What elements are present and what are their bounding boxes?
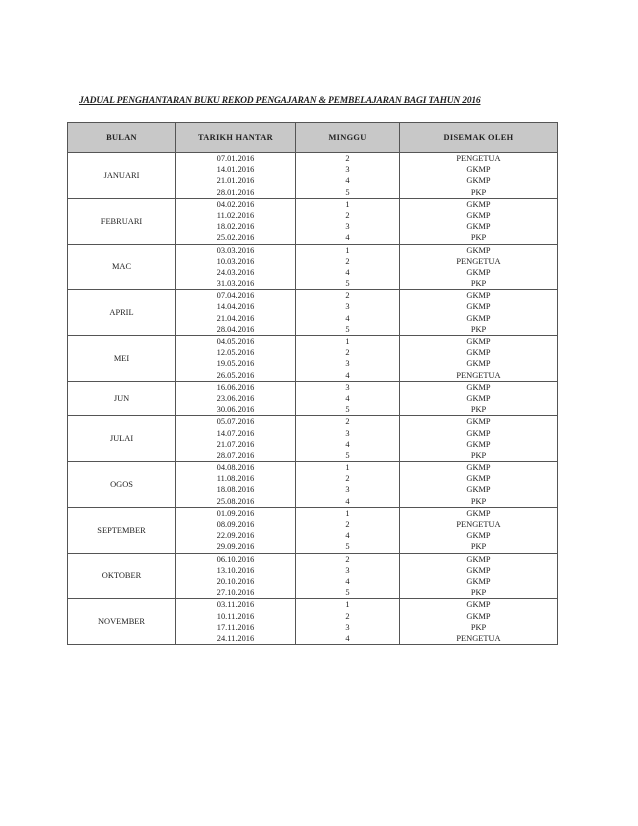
week-number: 5	[345, 405, 350, 415]
submission-date: 04.02.2016	[216, 199, 255, 209]
checked-by-cell	[400, 290, 558, 336]
checked-by: GKMP	[466, 348, 491, 358]
week-number: 4	[345, 633, 350, 643]
submission-date-cell	[176, 381, 296, 416]
submission-date: 03.11.2016	[216, 600, 255, 610]
submission-date: 06.10.2016	[216, 554, 255, 564]
month-name: SEPTEMBER	[68, 507, 176, 553]
checked-by-cell	[400, 462, 558, 508]
week-number: 2	[345, 256, 350, 266]
submission-date: 11.02.2016	[216, 210, 255, 220]
month-name: MAC	[68, 244, 176, 290]
submission-date: 10.03.2016	[216, 256, 255, 266]
checked-by: PKP	[470, 405, 487, 415]
submission-date: 25.08.2016	[216, 496, 255, 506]
month-row	[68, 416, 558, 462]
submission-date: 21.04.2016	[216, 313, 255, 323]
submission-date: 14.07.2016	[216, 428, 255, 438]
checked-by: GKMP	[466, 576, 491, 586]
checked-by: GKMP	[466, 210, 491, 220]
checked-by: GKMP	[466, 176, 491, 186]
week-number: 2	[345, 611, 350, 621]
week-number-cell	[296, 290, 400, 336]
week-number-cell	[296, 599, 400, 645]
checked-by: GKMP	[466, 267, 491, 277]
week-number: 2	[345, 520, 350, 529]
week-number: 3	[345, 485, 350, 495]
month-row	[68, 198, 558, 244]
submission-date: 21.07.2016	[216, 439, 255, 449]
checked-by: GKMP	[466, 439, 491, 449]
month-name: JANUARI	[68, 153, 176, 199]
submission-date: 14.04.2016	[216, 302, 255, 312]
checked-by: PENGETUA	[456, 256, 501, 266]
week-number-cell	[296, 553, 400, 599]
checked-by: GKMP	[466, 611, 491, 621]
checked-by: GKMP	[466, 199, 491, 209]
submission-date: 28.07.2016	[216, 450, 255, 460]
checked-by-cell	[400, 198, 558, 244]
month-row	[68, 462, 558, 508]
submission-date: 13.10.2016	[216, 565, 255, 575]
checked-by-cell	[400, 599, 558, 645]
week-number-cell	[296, 336, 400, 382]
week-number: 2	[345, 554, 350, 564]
submission-date: 21.01.2016	[216, 176, 255, 186]
schedule-table	[67, 122, 558, 645]
submission-date: 11.08.2016	[216, 474, 255, 484]
week-number-cell	[296, 244, 400, 290]
checked-by: PKP	[470, 496, 487, 506]
checked-by: PKP	[470, 233, 487, 243]
submission-date: 01.09.2016	[216, 508, 255, 518]
checked-by: GKMP	[466, 222, 491, 232]
submission-date: 27.10.2016	[216, 588, 255, 598]
submission-date: 30.06.2016	[216, 405, 255, 415]
week-number-cell	[296, 462, 400, 508]
checked-by: GKMP	[466, 393, 491, 403]
week-number: 2	[345, 417, 350, 427]
week-number: 3	[345, 302, 350, 312]
week-number: 4	[345, 393, 350, 403]
week-number: 3	[345, 428, 350, 438]
week-number: 2	[345, 210, 350, 220]
submission-date-cell	[176, 336, 296, 382]
month-row	[68, 336, 558, 382]
checked-by-cell	[400, 507, 558, 553]
week-number: 3	[345, 165, 350, 175]
checked-by: PENGETUA	[456, 633, 501, 643]
month-name: FEBRUARI	[68, 198, 176, 244]
checked-by: GKMP	[466, 531, 491, 541]
checked-by: PKP	[470, 622, 487, 632]
checked-by: GKMP	[466, 417, 491, 427]
month-name: OGOS	[68, 462, 176, 508]
month-row	[68, 553, 558, 599]
week-number: 4	[345, 576, 350, 586]
checked-by: GKMP	[466, 485, 491, 495]
submission-date: 04.08.2016	[216, 463, 255, 473]
submission-date: 12.05.2016	[216, 348, 255, 358]
submission-date: 18.02.2016	[216, 222, 255, 232]
submission-date-cell	[176, 599, 296, 645]
month-name: APRIL	[68, 290, 176, 336]
week-number: 3	[345, 565, 350, 575]
week-number: 2	[345, 348, 350, 358]
week-number-cell	[296, 416, 400, 462]
week-number: 2	[345, 291, 350, 301]
document-title: JADUAL PENGHANTARAN BUKU REKOD PENGAJARAN & PEMBELAJARAN BAGI TAHUN 2016	[79, 96, 481, 106]
submission-date: 22.09.2016	[216, 531, 255, 541]
submission-date: 10.11.2016	[216, 611, 255, 621]
month-name: NOVEMBER	[68, 599, 176, 645]
week-number: 3	[345, 382, 350, 392]
submission-date-cell	[176, 290, 296, 336]
submission-date-cell	[176, 244, 296, 290]
checked-by-cell	[400, 381, 558, 416]
submission-date: 26.05.2016	[216, 370, 255, 380]
checked-by: PENGETUA	[456, 520, 501, 529]
column-header-disemak-oleh: DISEMAK OLEH	[400, 123, 558, 153]
week-number: 2	[345, 154, 350, 163]
submission-date: 05.07.2016	[216, 417, 255, 427]
checked-by: GKMP	[466, 337, 491, 346]
checked-by: PKP	[470, 542, 487, 552]
checked-by: PKP	[470, 324, 487, 334]
month-row	[68, 381, 558, 416]
checked-by: GKMP	[466, 428, 491, 438]
week-number: 5	[345, 279, 350, 289]
week-number: 5	[345, 187, 350, 197]
week-number: 4	[345, 176, 350, 186]
week-number-cell	[296, 198, 400, 244]
checked-by: GKMP	[466, 463, 491, 473]
checked-by: GKMP	[466, 359, 491, 369]
submission-date: 24.11.2016	[216, 633, 255, 643]
submission-date: 03.03.2016	[216, 245, 255, 255]
checked-by: GKMP	[466, 554, 491, 564]
submission-date: 19.05.2016	[216, 359, 255, 369]
checked-by-cell	[400, 153, 558, 199]
submission-date: 31.03.2016	[216, 279, 255, 289]
submission-date-cell	[176, 198, 296, 244]
week-number: 1	[345, 199, 350, 209]
week-number-cell	[296, 153, 400, 199]
submission-date-cell	[176, 553, 296, 599]
week-number-cell	[296, 381, 400, 416]
week-number: 4	[345, 313, 350, 323]
submission-date-cell	[176, 153, 296, 199]
checked-by: PKP	[470, 187, 487, 197]
submission-date: 20.10.2016	[216, 576, 255, 586]
submission-date: 25.02.2016	[216, 233, 255, 243]
month-name: MEI	[68, 336, 176, 382]
checked-by: PKP	[470, 450, 487, 460]
checked-by-cell	[400, 553, 558, 599]
week-number: 1	[345, 508, 350, 518]
submission-date: 04.05.2016	[216, 337, 255, 346]
submission-date-cell	[176, 416, 296, 462]
checked-by: GKMP	[466, 508, 491, 518]
week-number: 4	[345, 531, 350, 541]
week-number: 4	[345, 496, 350, 506]
month-name: JULAI	[68, 416, 176, 462]
submission-date: 18.08.2016	[216, 485, 255, 495]
submission-date: 28.04.2016	[216, 324, 255, 334]
month-row	[68, 290, 558, 336]
checked-by: PENGETUA	[456, 370, 501, 380]
submission-date-cell	[176, 507, 296, 553]
submission-date: 14.01.2016	[216, 165, 255, 175]
week-number: 5	[345, 450, 350, 460]
submission-date: 07.01.2016	[216, 154, 255, 163]
submission-date: 07.04.2016	[216, 291, 255, 301]
checked-by: GKMP	[466, 245, 491, 255]
checked-by: GKMP	[466, 302, 491, 312]
week-number: 4	[345, 439, 350, 449]
week-number: 5	[345, 542, 350, 552]
checked-by: PKP	[470, 588, 487, 598]
month-row	[68, 244, 558, 290]
month-row	[68, 507, 558, 553]
week-number: 3	[345, 222, 350, 232]
submission-date: 29.09.2016	[216, 542, 255, 552]
week-number: 2	[345, 474, 350, 484]
submission-date: 08.09.2016	[216, 520, 255, 529]
checked-by: GKMP	[466, 474, 491, 484]
column-header-bulan: BULAN	[68, 123, 176, 153]
checked-by-cell	[400, 244, 558, 290]
month-name: OKTOBER	[68, 553, 176, 599]
week-number-cell	[296, 507, 400, 553]
checked-by: GKMP	[466, 291, 491, 301]
checked-by: GKMP	[466, 382, 491, 392]
checked-by: PKP	[470, 279, 487, 289]
submission-date: 17.11.2016	[216, 622, 255, 632]
checked-by: GKMP	[466, 165, 491, 175]
checked-by: GKMP	[466, 600, 491, 610]
month-name: JUN	[68, 381, 176, 416]
column-header-minggu: MINGGU	[296, 123, 400, 153]
week-number: 1	[345, 245, 350, 255]
submission-date-cell	[176, 462, 296, 508]
submission-date: 24.03.2016	[216, 267, 255, 277]
month-row	[68, 153, 558, 199]
week-number: 1	[345, 463, 350, 473]
header-row	[68, 123, 558, 153]
checked-by: GKMP	[466, 565, 491, 575]
week-number: 5	[345, 324, 350, 334]
month-row	[68, 599, 558, 645]
week-number: 1	[345, 600, 350, 610]
week-number: 4	[345, 370, 350, 380]
checked-by: PENGETUA	[456, 154, 501, 163]
checked-by: GKMP	[466, 313, 491, 323]
checked-by-cell	[400, 336, 558, 382]
submission-date: 16.06.2016	[216, 382, 255, 392]
week-number: 3	[345, 622, 350, 632]
schedule-body	[68, 153, 558, 645]
week-number: 4	[345, 267, 350, 277]
checked-by-cell	[400, 416, 558, 462]
submission-date: 28.01.2016	[216, 187, 255, 197]
column-header-tarikh-hantar: TARIKH HANTAR	[176, 123, 296, 153]
week-number: 3	[345, 359, 350, 369]
submission-date: 23.06.2016	[216, 393, 255, 403]
week-number: 4	[345, 233, 350, 243]
week-number: 5	[345, 588, 350, 598]
week-number: 1	[345, 337, 350, 346]
